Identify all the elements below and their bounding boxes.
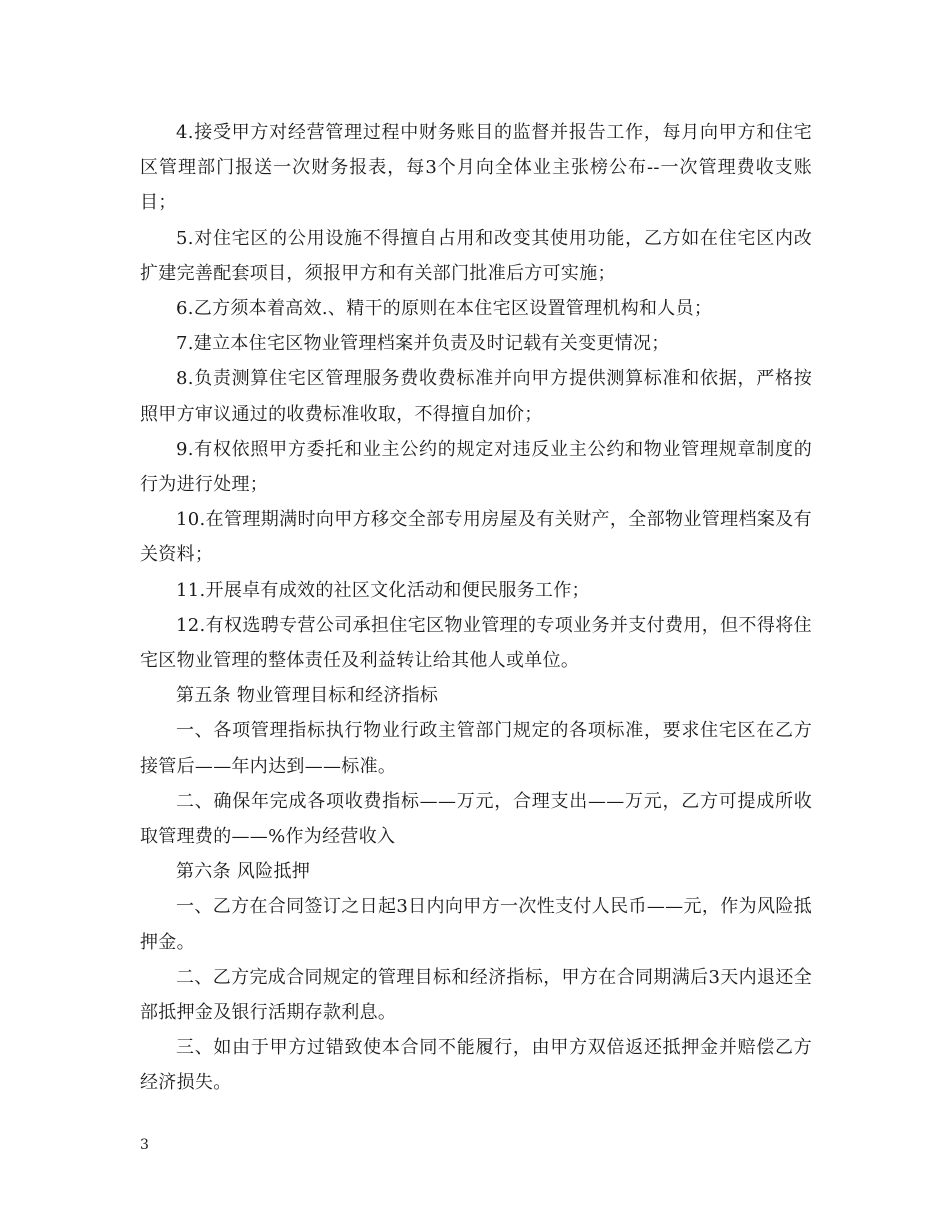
clause-item-10: 10.在管理期满时向甲方移交全部专用房屋及有关财产，全部物业管理档案及有关资料；	[140, 509, 812, 566]
clause-item-7: 7.建立本住宅区物业管理档案并负责及时记载有关变更情况；	[176, 333, 670, 355]
article-6-item-2: 二、乙方完成合同规定的管理目标和经济指标，甲方在合同期满后3天内退还全部抵押金及银行活期存款利息。	[140, 966, 812, 1024]
article-5-item-2: 二、确保年完成各项收费指标——万元，合理支出——万元，乙方可提成所收取管理费的——%作为经营收入	[140, 790, 812, 848]
clause-item-11: 11.开展卓有成效的社区文化活动和便民服务工作；	[176, 579, 590, 601]
clause-item-8: 8.负责测算住宅区管理服务费收费标准并向甲方提供测算标准和依据，严格按照甲方审议通过的收费标准收取，不得擅自加价；	[140, 368, 812, 425]
page-number: 3	[140, 1137, 149, 1153]
clause-item-9: 9.有权依照甲方委托和业主公约的规定对违反业主公约和物业管理规章制度的行为进行处理；	[140, 438, 812, 496]
clause-item-5: 5.对住宅区的公用设施不得擅自占用和改变其使用功能，乙方如在住宅区内改扩建完善配套项目，须报甲方和有关部门批准后方可实施；	[140, 227, 812, 284]
article-6-item-3: 三、如由于甲方过错致使本合同不能履行，由甲方双倍返还抵押金并赔偿乙方经济损失。	[140, 1037, 812, 1094]
clause-item-4: 4.接受甲方对经营管理过程中财务账目的监督并报告工作，每月向甲方和住宅区管理部门报送一次财务报表，每3个月向全体业主张榜公布--一次管理费收支账目；	[140, 122, 812, 214]
article-6-heading: 第六条 风险抵押	[176, 861, 311, 883]
document-body	[140, 115, 812, 1101]
clause-item-12: 12.有权选聘专营公司承担住宅区物业管理的专项业务并支付费用，但不得将住宅区物业管理的整体责任及利益转让给其他人或单位。	[140, 614, 812, 672]
article-5-item-1: 一、各项管理指标执行物业行政主管部门规定的各项标准，要求住宅区在乙方接管后——年内达到——标准。	[140, 720, 812, 777]
article-6-item-1: 一、乙方在合同签订之日起3日内向甲方一次性支付人民币——元，作为风险抵押金。	[140, 896, 812, 953]
article-5-heading: 第五条 物业管理目标和经济指标	[176, 685, 439, 707]
clause-item-6: 6.乙方须本着高效.、精干的原则在本住宅区设置管理机构和人员；	[176, 298, 713, 320]
